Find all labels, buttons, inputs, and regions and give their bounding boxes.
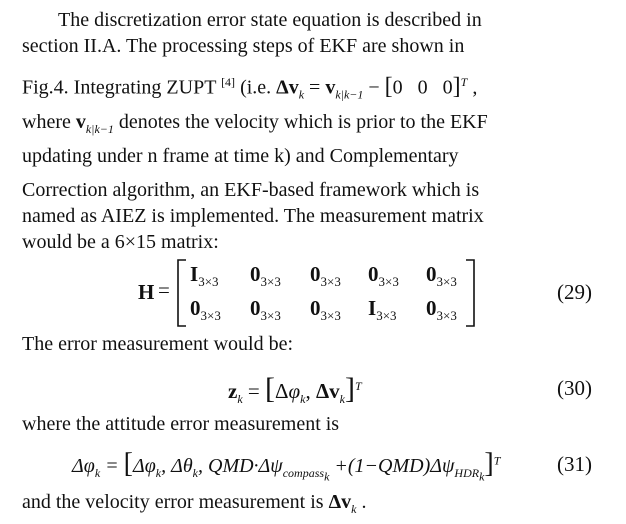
text-last-line: and the velocity error measurement is $\Delta v_k$ . xyxy=(22,491,367,516)
matrix-h-label: H xyxy=(138,280,155,304)
text-line-4: where $v_{k|k-1}$ denotes the velocity which is prior to the EKF xyxy=(22,111,488,136)
eq-number-31: (31) xyxy=(557,452,592,476)
text-fig4: Fig.4. Integrating ZUPT xyxy=(22,76,217,99)
h-r2c2: $0_{3\times 3}$ xyxy=(250,296,281,324)
left-bracket xyxy=(174,258,188,328)
text-line-3: Fig.4. Integrating ZUPT [4] (i.e. $\Delta v_k = v_{k|k-1} - [0$ 0 0]$^T$ , xyxy=(22,73,478,102)
h-r1c3: $0_{3\times 3}$ xyxy=(310,262,341,290)
text-denotes: denotes the velocity which is prior to the EKF xyxy=(113,111,488,133)
text-line-1: The discretization error state equation is described in xyxy=(58,9,482,31)
text-error-measurement: The error measurement would be: xyxy=(22,333,294,355)
eq-number-30: (30) xyxy=(557,376,592,400)
h-r1c5: $0_{3\times 3}$ xyxy=(426,262,457,290)
text-line-5: updating under n frame at time k) and Complementary xyxy=(22,145,459,167)
h-r2c5: $0_{3\times 3}$ xyxy=(426,296,457,324)
text-ie: (i.e. xyxy=(235,76,277,99)
text-line-7: named as AIEZ is implemented. The measurement matrix xyxy=(22,205,484,227)
h-r1c1: $I_{3\times 3}$ xyxy=(190,262,219,290)
text-where: where xyxy=(22,111,76,133)
equation-31: $\Delta\varphi_k = [\Delta\varphi_k$, $\Delta\theta_k$, $QMD\cdot\Delta\psi_{compass_k} +(1-QMD)\Delta\psi_{HDR_k}]^T$ xyxy=(72,448,501,484)
text-velocity-error: and the velocity error measurement is xyxy=(22,491,324,513)
text-line-6: Correction algorithm, an EKF-based framework which is xyxy=(22,179,480,201)
equation-29: H = $I_{3\times 3}$ $0_{3\times 3}$ $0_{3\times 3}$ $0_{3\times 3}$ $0_{3\times 3}$ $0_{3\times 3}$ $0_{3\times 3}$ $0_{3\times 3}$ $I_{3\times 3}$ $0_{3\times 3}$ xyxy=(138,258,498,328)
reference-4: [4] xyxy=(221,75,236,89)
h-r2c3: $0_{3\times 3}$ xyxy=(310,296,341,324)
eq-number-29: (29) xyxy=(557,280,592,304)
delta-v-symbol: Δv xyxy=(276,76,299,99)
text-line-8: would be a 6×15 matrix: xyxy=(22,231,219,253)
text-line-2: section II.A. The processing steps of EKF are shown in xyxy=(22,35,465,57)
h-r2c4: $I_{3\times 3}$ xyxy=(368,296,397,324)
h-r1c4: $0_{3\times 3}$ xyxy=(368,262,399,290)
right-bracket xyxy=(464,258,478,328)
h-r2c1: $0_{3\times 3}$ xyxy=(190,296,221,324)
text-where-attitude: where the attitude error measurement is xyxy=(22,413,340,435)
equation-30: $z_k = [\Delta\varphi_k$, $\Delta v_k]^T$ xyxy=(228,372,362,407)
h-r1c2: $0_{3\times 3}$ xyxy=(250,262,281,290)
